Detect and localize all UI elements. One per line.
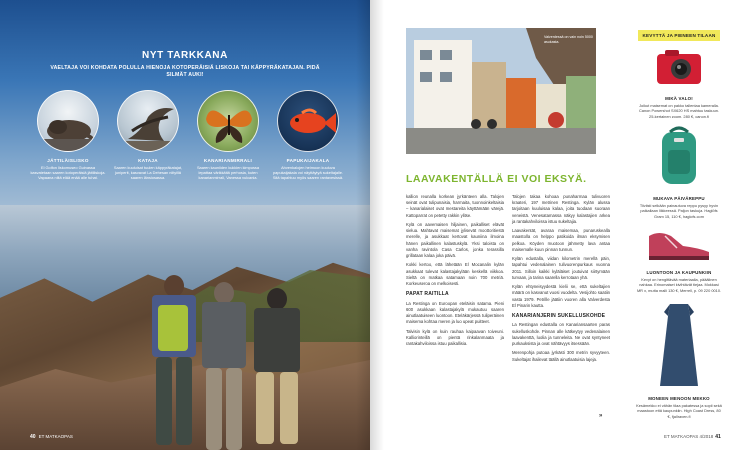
paragraph: Kylä on aavemaisen hiljainen, paikalliset elävät sielua. Mahtavat maisemat jylisevät moottoritiestä merelle, ja asukkaat kertovat kauniina ilmoina hänen paikallinen kalastuskylä. Yksi taloista on vanha ravintola Casa Carlos, jonka terassilla grillataan kalaa joka päivä. (406, 221, 504, 259)
feature-subtitle: VAELTAJA VOI KOHDATA POLULLA HIENOJA KOTOPERÄISIÄ LISKOJA TAI KÄPPYRÄKATAJAN. PIDÄ SILMÄT AUKI! (50, 65, 320, 79)
paragraph: Merenpohja putoaa jyrkästi 300 metrin syvyyteen. Sukeltajat ihailevat täällä ainutlaatuisia lajeja. (512, 350, 610, 362)
product-item (628, 226, 730, 293)
sidebar-header: KEVYTTÄ JA PIENEEN TILAAN (638, 30, 720, 41)
hiker-figure (250, 288, 304, 450)
paragraph: Kokki kertoo, että lähetään El Mocanalin kylän asukkaat tulevat kalastajakylään keskellä viikkoa. Sieltä on matkaa satamaan noin 700 metriä. Korkeuseroa on melkoisesti. (406, 262, 504, 287)
product-item (628, 126, 730, 219)
page-number: 40 (30, 434, 36, 440)
hiker-figure (148, 275, 200, 450)
page-number: 41 (715, 434, 721, 440)
product-name: LUONTOON JA KAUPUNKIIN (646, 270, 712, 275)
animal-name: PAPUKAIJAKALA (286, 158, 330, 163)
page-gutter (356, 0, 384, 450)
magazine-name: ET MATKAOPAS 4/2018 (664, 434, 714, 439)
magazine-name: ET MATKAOPAS (38, 434, 73, 439)
product-name: MUKAVA PÄIVÄREPPU (653, 196, 705, 201)
product-description: Kevyt on hengittävää materiaalia, pääälinen nahkaa. Erinomaiset kivihtävät tiejaa. Mokkasi MR x, mutta malli 130 €, Merrell, p. 09 220 0010. (636, 277, 722, 293)
product-item (628, 302, 730, 419)
village-buildings-image (406, 28, 596, 154)
butterfly-icon (198, 91, 259, 152)
product-name: MIKÄ VALO! (665, 96, 693, 101)
paragraph: Talojen takaa kohoaa punaharmaa tulivuoren kraateri, 197 metrinen Restinga. Kylän alussa tarjoitaan kuuluisaa kalaa, joita tuodaan suoraan veneistä. Venesatamassa näkyy kalastajien arkea ja rantakahviloissa istuu sukeltajia. (512, 194, 610, 224)
animal-description: Saaren kauniiden kukkien kimpussa lepattaa värikkäitä perhosia, kuten kanarianmirrali, Vanessa vulcania. (196, 165, 260, 181)
photo-caption: Valverdessä on vain noin 5000 asukasta. (544, 35, 593, 44)
right-page (370, 0, 738, 450)
animal-card (188, 90, 268, 180)
animal-gallery (28, 90, 348, 190)
lizard-icon (38, 91, 99, 152)
page-footer-right (664, 434, 721, 440)
village-photo (406, 28, 596, 154)
butterfly-photo (197, 90, 259, 152)
animal-description: Saaren kuuluisat tuulen käppyräkatajat, juniperit, kasvavat La Dehesan niityillä saaren länsiosassa. (113, 165, 183, 181)
product-sidebar (628, 30, 730, 432)
page-footer-left (30, 434, 73, 440)
product-description: Kesämekko ei vähän tilaa pakatessa ja sopii sekä maastoon että kaupunkiin. High Coast Dress, 80 €, fjallraven.fi (636, 403, 722, 419)
section-heading: KANARIANJERIN SUKELLUSKOHDE (512, 312, 606, 319)
paragraph: Talvisin kylä on kuin rauhaa kaipaavan toiveuni. Kalliorinteillä on pientä rinkalanmaata ja rantakahviloissa istuu paikallisia. (406, 328, 504, 347)
animal-description: Ahvenkalojen heimoon kuuluva papukaijakala voi näyttäytyä sukeltajalle. Sitä tapahtuu myös saaren rantavesissä. (272, 165, 344, 181)
parrotfish-photo (277, 90, 339, 152)
backpack-icon (654, 126, 704, 188)
article-column-2 (512, 194, 610, 366)
hiker-figure (198, 282, 250, 450)
product-name: MONEEN MENOON MEKKO (648, 396, 710, 401)
animal-name: KANARIANMIRRALI (203, 158, 253, 163)
paragraph: La Restinga on Euroopan eteläisin satama. Pieni 600 asukkaan kalastajakylä mukautuu saaren ainutlaatuiseen luontoon. Eteläkärjessä tuliperäinen maisema kohtaa meren ja luo upeat puitteet. (406, 300, 504, 325)
fish-icon (278, 91, 339, 152)
product-description: Tiiviisti selkään painautuva reppu pysyy hyvin paikallaan liikkeessä. Paljon taskuja. Haglöfs Gram 15, 110 €, haglofs.com (639, 203, 719, 219)
paragraph: Kylän edustalla, viidan kilometrin merellä päin, tapahtui vedenalainen tulivuorenpurkaus vuonna 2011. Silloin kaikki kyläläiset joutuivat siirtymään turvaan, ja tarina saarella kerrotaan yhä. (512, 256, 610, 280)
section-heading: PAPAT RAITILLA (406, 291, 449, 298)
animal-name: KATAJA (138, 158, 158, 163)
animal-name: JÄTTILÄISLISKO (47, 158, 89, 163)
juniper-photo (117, 90, 179, 152)
animal-card (268, 90, 348, 180)
feature-title-block (40, 50, 330, 79)
product-description: Joikut maisemat on pakko tallentaa kameralla. Canon Powershot SX620 HS mahtuu taskuun. 25-kertainen zoom. 280 €, canon.fi (638, 103, 720, 119)
article-headline: LAAVAKENTÄLLÄ EI VOI EKSYÄ. (406, 173, 587, 185)
lizard-photo (37, 90, 99, 152)
product-item (628, 46, 730, 119)
backpack-icon (158, 305, 188, 351)
animal-card (108, 90, 188, 180)
continue-arrow-icon: » (599, 413, 603, 419)
paragraph: La Restingan edustalla on Kanariansaarten paras sukelluskohde. Pinnan alle kätkeytyy vedenalainen laavakenttä, luolia ja tunneleita. Ne ovat syntyneet purkauksista ja ovat nähtävyys itsessään. (512, 322, 610, 347)
animal-description: El Golfon liskomuseo Guinassa kasvatetaan saaren kotoperäisiä jättiliskoja. Vapaana niitä elää enää alle tuhat. (30, 165, 106, 181)
paragraph: Kylän ehtyneisyydestä kielii se, että sukeltajien määrä on kasvanut vuosi vuodelta. Vesijohto saatiin vasta 1979. Petrille jäätiin vuoren alla Valverdesta El Pinarin kautta. (512, 284, 610, 308)
animal-card (28, 90, 108, 180)
paragraph: kallion reunalla korkean jyrkänteen alla. Talojen seinät ovat tulipunaisia, harmaita, tuonnoinkeltaisia – kanarialaiset ovat mestareita käyttämään värejä. Kattoparrat on petetty rakkin ylitse. (406, 194, 504, 218)
paragraph: Laavakentät, avaraa maisemaa, punaruskealla maastolla on helppo patikoida ilman eksymisen pelkoa. Köyden muotoon jähmetty lava antaa maisemalle kuun pinnan tunnun. (512, 228, 610, 252)
juniper-tree-icon (118, 91, 179, 152)
shoe-icon (643, 226, 715, 262)
dress-icon (654, 302, 704, 388)
camera-icon (651, 46, 707, 88)
article-column-1 (406, 194, 504, 350)
feature-title: NYT TARKKANA (142, 50, 228, 61)
